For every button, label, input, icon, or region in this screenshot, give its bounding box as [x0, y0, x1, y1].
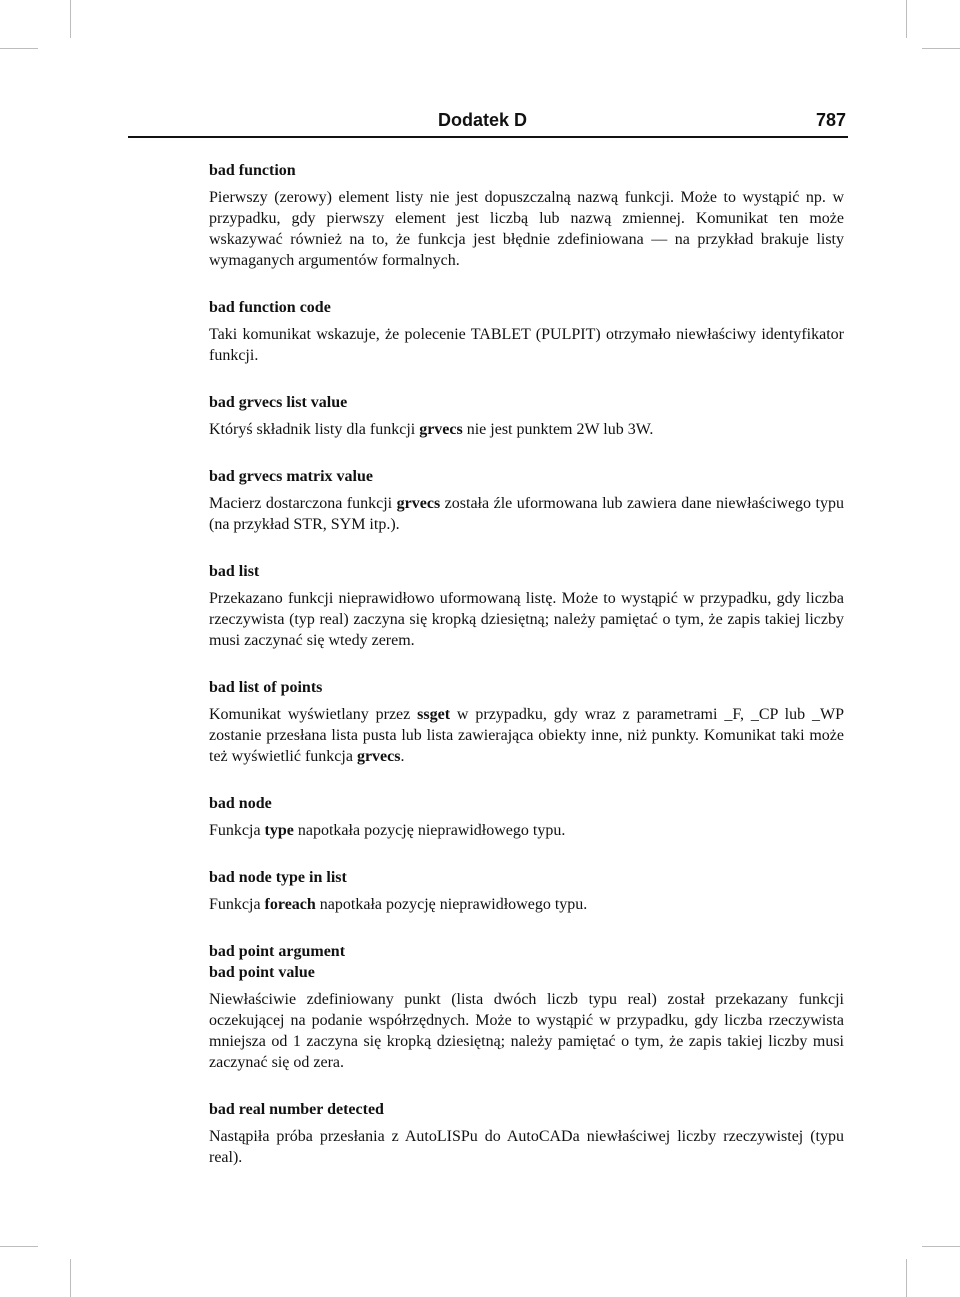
- function-name: ssget: [417, 706, 451, 723]
- error-message-list: [209, 160, 844, 1194]
- function-name: grvecs: [356, 748, 401, 765]
- description-text: Taki komunikat wskazuje, że polecenie TABLET (PULPIT) otrzymało niewłaściwy identyfikator funkcji.: [209, 326, 844, 364]
- error-entry: [209, 160, 844, 271]
- error-term: bad point argument: [209, 943, 346, 960]
- function-name: grvecs: [419, 421, 463, 438]
- description-text: Pierwszy (zerowy) element listy nie jest dopuszczalną nazwą funkcji. Może to wystąpić np. w przypadku, gdy pierwszy element jest liczbą lub nazwą zmiennej. Komunikat ten może wskazywać również na to, że funkcja jest błędnie zdefiniowana — na przykład brakuje listy wymaganych argumentów formalnych.: [209, 189, 844, 269]
- description-text: Przekazano funkcji nieprawidłowo uformowaną listę. Może to wystąpić w przypadku, gdy liczba rzeczywista (typ real) zaczyna się kropką dziesiętną; należy pamiętać o tym, że zapis takiej liczby musi zaczynać się wtedy zerem.: [209, 590, 844, 649]
- error-description: [209, 704, 844, 767]
- description-text: napotkała pozycję nieprawidłowego typu.: [315, 896, 588, 913]
- description-text: Nastąpiła próba przesłania z AutoLISPu do AutoCADa niewłaściwej liczby rzeczywistej (typu real).: [209, 1128, 844, 1166]
- description-text: Funkcja: [209, 896, 265, 913]
- function-name: grvecs: [396, 495, 441, 512]
- description-text: Któryś składnik listy dla funkcji: [209, 421, 420, 438]
- error-entry: [209, 941, 844, 1073]
- crop-mark: [906, 1259, 907, 1297]
- page-number: 787: [815, 110, 846, 130]
- crop-mark: [70, 1259, 71, 1297]
- crop-mark: [922, 1246, 960, 1247]
- error-entry: [209, 466, 844, 535]
- crop-mark: [0, 48, 38, 49]
- error-term: bad point value: [209, 964, 315, 981]
- error-entry: [209, 561, 844, 651]
- description-text: Macierz dostarczona funkcji: [209, 495, 397, 512]
- error-term: bad grvecs list value: [209, 394, 348, 411]
- description-text: .: [400, 748, 405, 765]
- error-term: bad grvecs matrix value: [209, 468, 373, 485]
- header-rule: [128, 136, 848, 138]
- description-text: napotkała pozycję nieprawidłowego typu.: [293, 822, 566, 839]
- error-description: [209, 324, 844, 366]
- error-term: bad function code: [209, 299, 331, 316]
- description-text: Komunikat wyświetlany przez: [209, 706, 418, 723]
- error-term: bad node type in list: [209, 869, 347, 886]
- error-term: bad real number detected: [209, 1101, 384, 1118]
- running-header: [438, 110, 848, 134]
- error-entry: [209, 793, 844, 841]
- error-description: [209, 894, 844, 915]
- error-description: [209, 419, 844, 440]
- crop-mark: [0, 1246, 38, 1247]
- description-text: została źle uformowana lub zawiera dane niewłaściwego typu (na przykład STR, SYM itp.).: [209, 495, 844, 533]
- error-term: bad node: [209, 795, 272, 812]
- error-entry: [209, 392, 844, 440]
- chapter-title: Dodatek D: [438, 110, 528, 130]
- error-description: [209, 187, 844, 271]
- error-term: bad list of points: [209, 679, 323, 696]
- description-text: Funkcja: [209, 822, 265, 839]
- error-description: [209, 1126, 844, 1168]
- error-term: bad function: [209, 162, 296, 179]
- error-entry: [209, 1099, 844, 1168]
- error-description: [209, 588, 844, 651]
- function-name: type: [264, 822, 294, 839]
- crop-mark: [906, 0, 907, 38]
- error-entry: [209, 677, 844, 767]
- error-entry: [209, 867, 844, 915]
- error-description: [209, 989, 844, 1073]
- function-name: foreach: [264, 896, 316, 913]
- crop-mark: [70, 0, 71, 38]
- error-description: [209, 820, 844, 841]
- description-text: w przypadku, gdy wraz z parametrami _F, _CP lub _WP zostanie przesłana lista pusta lub lista zawierająca obiekty inne, niż punkty. Komunikat taki może też wyświetlić funkcja: [209, 706, 845, 765]
- crop-mark: [922, 48, 960, 49]
- description-text: Niewłaściwie zdefiniowany punkt (lista dwóch liczb typu real) został przekazany funkcji oczekującej na podanie współrzędnych. Może to wystąpić w przypadku, gdy liczba rzeczywista mniejsza od 1 zaczyna się kropką dziesiętną; należy pamiętać o tym, że zapis takiej liczby musi zaczynać się od zera.: [209, 991, 844, 1071]
- description-text: nie jest punktem 2W lub 3W.: [462, 421, 654, 438]
- error-term: bad list: [209, 563, 260, 580]
- error-description: [209, 493, 844, 535]
- error-entry: [209, 297, 844, 366]
